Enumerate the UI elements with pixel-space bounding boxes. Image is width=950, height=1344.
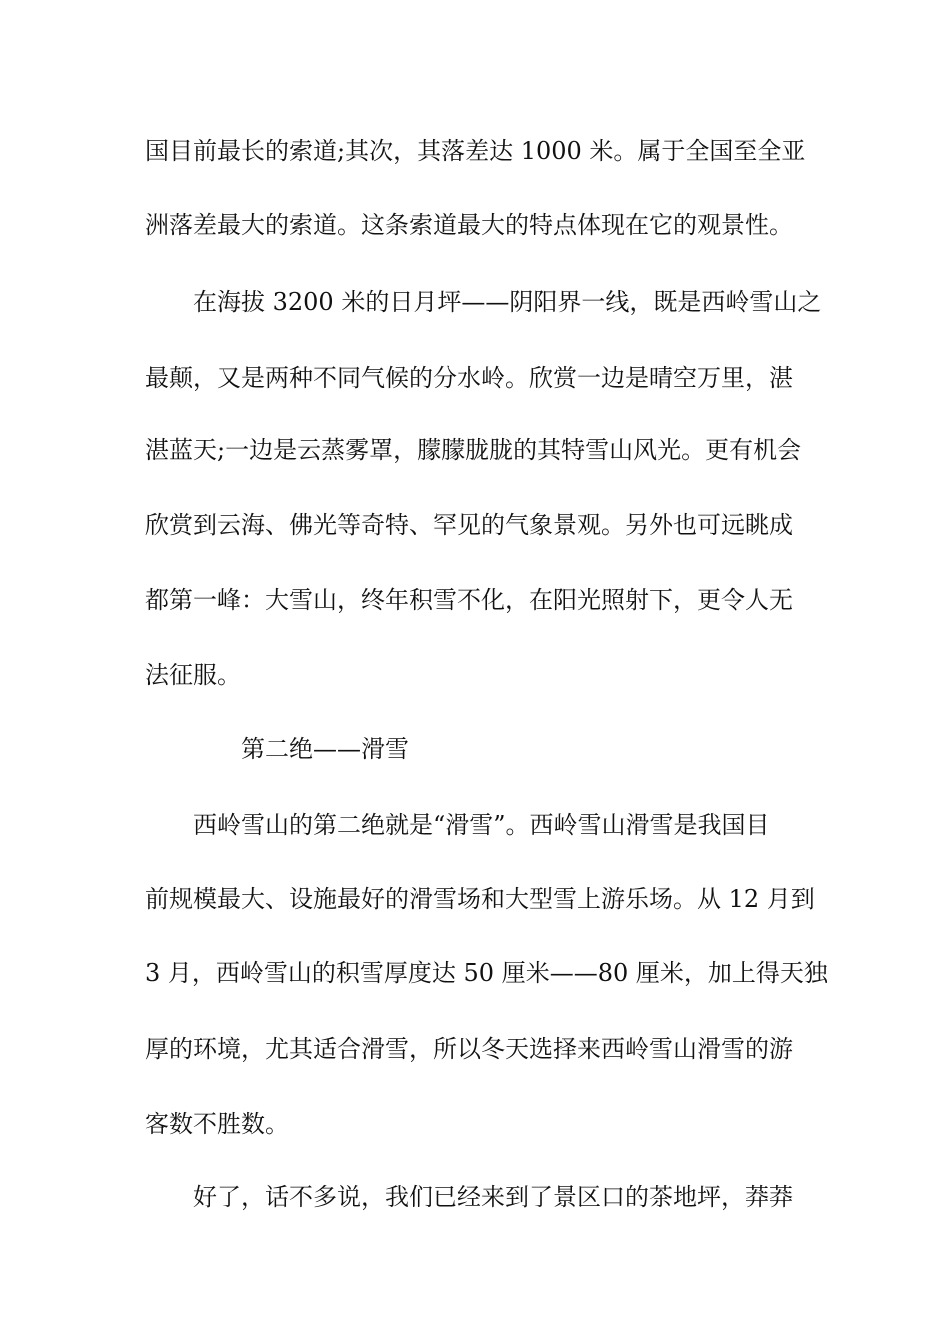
text-line: 客数不胜数。	[145, 1110, 289, 1138]
text-line: 都第一峰：大雪山，终年积雪不化，在阳光照射下，更令人无	[145, 586, 793, 614]
text-line: 最颠，又是两种不同气候的分水岭。欣赏一边是晴空万里，湛	[145, 364, 793, 392]
paragraph-start: 在海拔 3200 米的日月坪——阴阳界一线，既是西岭雪山之	[193, 288, 822, 316]
text-line: 3 月，西岭雪山的积雪厚度达 50 厘米——80 厘米，加上得天独	[145, 959, 828, 987]
text-line: 国目前最长的索道;其次，其落差达 1000 米。属于全国至全亚	[145, 137, 806, 165]
section-heading: 第二绝——滑雪	[241, 735, 409, 763]
text-line: 欣赏到云海、佛光等奇特、罕见的气象景观。另外也可远眺成	[145, 511, 793, 539]
text-line: 厚的环境，尤其适合滑雪，所以冬天选择来西岭雪山滑雪的游	[145, 1035, 793, 1063]
text-line: 洲落差最大的索道。这条索道最大的特点体现在它的观景性。	[145, 211, 793, 239]
paragraph-start: 好了，话不多说，我们已经来到了景区口的茶地坪，莽莽	[193, 1183, 793, 1211]
text-line: 湛蓝天;一边是云蒸雾罩，朦朦胧胧的其特雪山风光。更有机会	[145, 436, 802, 464]
paragraph-start: 西岭雪山的第二绝就是“滑雪”。西岭雪山滑雪是我国目	[193, 811, 770, 839]
text-line: 法征服。	[145, 661, 241, 689]
text-line: 前规模最大、设施最好的滑雪场和大型雪上游乐场。从 12 月到	[145, 885, 815, 913]
